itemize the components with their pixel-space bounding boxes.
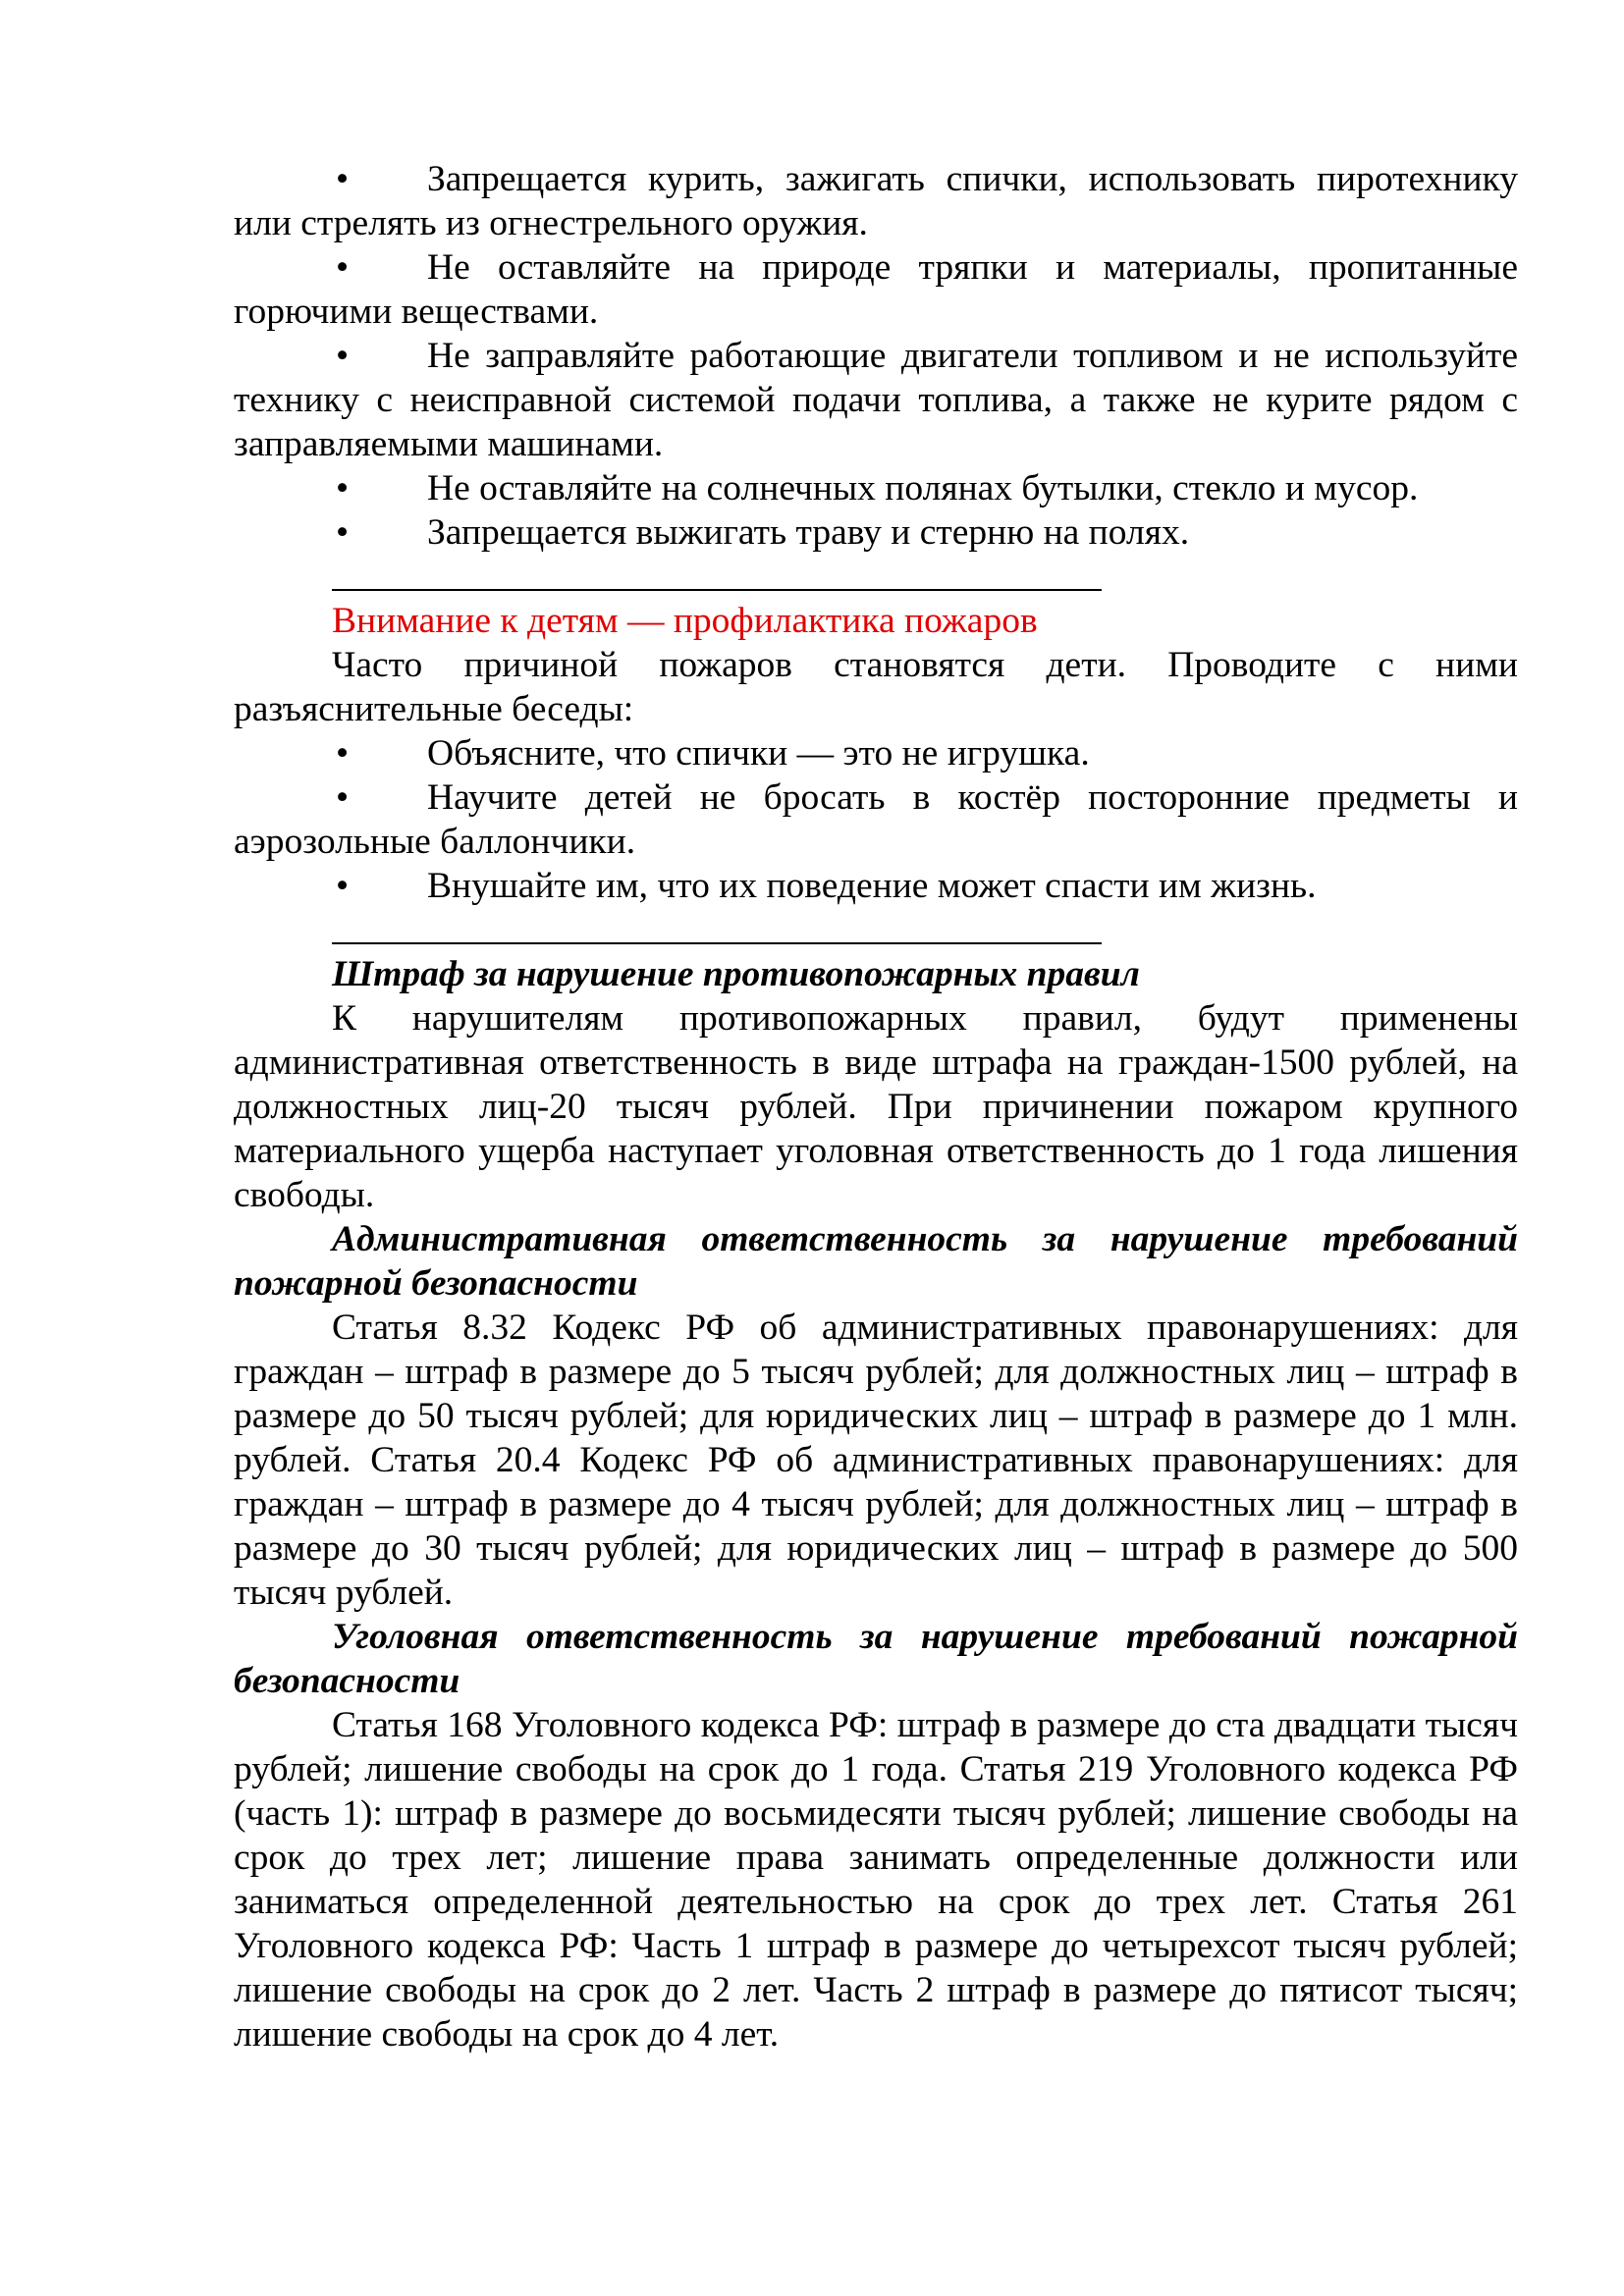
bullet-icon: •: [336, 336, 350, 376]
list-item-text: Объясните, что спички — это не игрушка.: [427, 733, 1090, 774]
document-page: [234, 157, 1518, 2056]
bullet-icon: •: [336, 512, 350, 553]
bullet-icon: •: [336, 247, 350, 288]
list-item-text: Научите детей не бросать в костёр посторонние предметы и аэрозольные баллончики.: [234, 777, 1518, 862]
list-item-text: Не заправляйте работающие двигатели топливом и не используйте технику с неисправной системой подачи топлива, а также не курите рядом с заправляемыми машинами.: [234, 336, 1518, 464]
fine-text: К нарушителям противопожарных правил, будут применены административная ответственность в виде штрафа на граждан-1500 рублей, на должностных лиц-20 тысяч рублей. При причинении пожаром крупного материального ущерба наступает уголовная ответственность до 1 года лишения свободы.: [234, 998, 1518, 1215]
admin-heading: Административная ответственность за нарушение требований пожарной безопасности: [234, 1219, 1518, 1304]
divider: [332, 555, 1518, 599]
bullet-icon: •: [336, 866, 350, 906]
list-item: [234, 466, 1518, 510]
children-heading: Внимание к детям — профилактика пожаров: [332, 601, 1038, 641]
list-item-text: Запрещается выжигать траву и стерню на полях.: [427, 512, 1190, 553]
list-item: [234, 157, 1518, 245]
bullet-icon: •: [336, 733, 350, 774]
fine-heading: Штраф за нарушение противопожарных правил: [332, 954, 1140, 994]
list-item-text: Запрещается курить, зажигать спички, использовать пиротехнику или стрелять из огнестрельного оружия.: [234, 159, 1518, 243]
list-item: [234, 245, 1518, 334]
list-item: [234, 775, 1518, 864]
admin-text: Статья 8.32 Кодекс РФ об административных правонарушениях: для граждан – штраф в размере до 5 тысяч рублей; для должностных лиц – штраф в размере до 50 тысяч рублей; для юридических лиц – штраф в размере до 1 млн. рублей. Статья 20.4 Кодекс РФ об административных правонарушениях: для граждан – штраф в размере до 4 тысяч рублей; для должностных лиц – штраф в размере до 30 тысяч рублей; для юридических лиц – штраф в размере до 500 тысяч рублей.: [234, 1308, 1518, 1613]
list-item-text: Не оставляйте на природе тряпки и материалы, пропитанные горючими веществами.: [234, 247, 1518, 332]
list-item: [234, 731, 1518, 775]
list-item-text: Не оставляйте на солнечных полянах бутылки, стекло и мусор.: [427, 468, 1419, 508]
bullet-icon: •: [336, 159, 350, 199]
divider: [332, 908, 1518, 952]
children-intro: Часто причиной пожаров становятся дети. Проводите с ними разъяснительные беседы:: [234, 645, 1518, 729]
list-item-text: Внушайте им, что их поведение может спасти им жизнь.: [427, 866, 1317, 906]
bullet-icon: •: [336, 777, 350, 818]
criminal-heading: Уголовная ответственность за нарушение требований пожарной безопасности: [234, 1617, 1518, 1701]
criminal-text: Статья 168 Уголовного кодекса РФ: штраф в размере до ста двадцати тысяч рублей; лишение свободы на срок до 1 года. Статья 219 Уголовного кодекса РФ (часть 1): штраф в размере до восьмидесяти тысяч рублей; лишение свободы на срок до трех лет; лишение права занимать определенные должности или заниматься определенной деятельностью на срок до трех лет. Статья 261 Уголовного кодекса РФ: Часть 1 штраф в размере до четырехсот тысяч рублей; лишение свободы на срок до 2 лет. Часть 2 штраф в размере до пятисот тысяч; лишение свободы на срок до 4 лет.: [234, 1705, 1518, 2055]
bullet-icon: •: [336, 468, 350, 508]
list-item: [234, 864, 1518, 908]
list-item: [234, 334, 1518, 466]
list-item: [234, 510, 1518, 555]
